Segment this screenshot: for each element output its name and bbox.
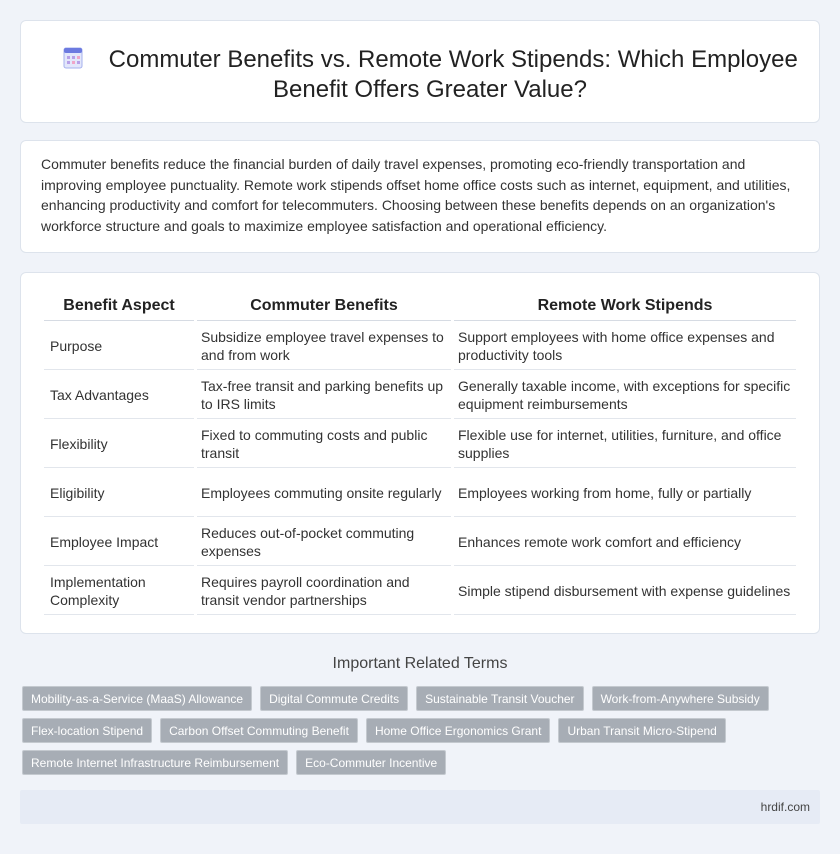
row-remote: Enhances remote work comfort and efficiency <box>454 517 796 566</box>
header-benefit-aspect: Benefit Aspect <box>44 295 194 321</box>
term-tag[interactable]: Flex-location Stipend <box>22 718 152 743</box>
table-row <box>44 468 796 517</box>
row-aspect: Eligibility <box>44 468 194 517</box>
row-remote: Employees working from home, fully or partially <box>454 468 796 517</box>
row-aspect: Tax Advantages <box>44 370 194 419</box>
table-row <box>44 419 796 468</box>
term-tag[interactable]: Home Office Ergonomics Grant <box>366 718 551 743</box>
title-card <box>20 20 820 123</box>
table-row <box>44 517 796 566</box>
row-remote: Generally taxable income, with exceptions for specific equipment reimbursements <box>454 370 796 419</box>
row-commuter: Subsidize employee travel expenses to and from work <box>197 321 451 370</box>
term-tag[interactable]: Remote Internet Infrastructure Reimbursement <box>22 750 288 775</box>
term-tag[interactable]: Mobility-as-a-Service (MaaS) Allowance <box>22 686 252 711</box>
document-icon <box>62 46 84 70</box>
related-terms-heading: Important Related Terms <box>332 655 508 672</box>
row-aspect: Purpose <box>44 321 194 370</box>
term-tag[interactable]: Digital Commute Credits <box>260 686 408 711</box>
row-remote: Simple stipend disbursement with expense guidelines <box>454 566 796 615</box>
term-tag[interactable]: Carbon Offset Commuting Benefit <box>160 718 358 743</box>
footer-site-link[interactable]: hrdif.com <box>760 800 810 814</box>
table-row <box>44 566 796 615</box>
row-commuter: Requires payroll coordination and transit vendor partnerships <box>197 566 451 615</box>
row-commuter: Reduces out-of-pocket commuting expenses <box>197 517 451 566</box>
intro-card <box>20 140 820 253</box>
header-remote-work-stipends: Remote Work Stipends <box>454 295 796 321</box>
term-tag[interactable]: Eco-Commuter Incentive <box>296 750 446 775</box>
row-commuter: Fixed to commuting costs and public transit <box>197 419 451 468</box>
row-aspect: Flexibility <box>44 419 194 468</box>
comparison-table <box>41 295 799 615</box>
comparison-table-card <box>20 272 820 634</box>
row-aspect: Implementation Complexity <box>44 566 194 615</box>
table-header-row <box>44 295 796 321</box>
row-aspect: Employee Impact <box>44 517 194 566</box>
row-remote: Support employees with home office expenses and productivity tools <box>454 321 796 370</box>
term-tag[interactable]: Work-from-Anywhere Subsidy <box>592 686 769 711</box>
row-commuter: Employees commuting onsite regularly <box>197 468 451 517</box>
intro-paragraph: Commuter benefits reduce the financial burden of daily travel expenses, promoting eco-friendly transportation and improving employee punctuality. Remote work stipends offset home office costs such as internet, equipment, and utilities, enhancing productivity and comfort for telecommuters. Choosing between these benefits depends on an organization's workforce structure and goals to maximize employee satisfaction and operational efficiency. <box>41 156 791 234</box>
page-title: Commuter Benefits vs. Remote Work Stipends: Which Employee Benefit Offers Greater Value? <box>108 46 798 103</box>
related-terms-list <box>22 686 822 782</box>
row-remote: Flexible use for internet, utilities, furniture, and office supplies <box>454 419 796 468</box>
table-row <box>44 370 796 419</box>
term-tag[interactable]: Urban Transit Micro-Stipend <box>558 718 725 743</box>
footer <box>20 790 820 824</box>
title-wrap <box>61 45 799 105</box>
term-tag[interactable]: Sustainable Transit Voucher <box>416 686 583 711</box>
header-commuter-benefits: Commuter Benefits <box>197 295 451 321</box>
row-commuter: Tax-free transit and parking benefits up to IRS limits <box>197 370 451 419</box>
table-row <box>44 321 796 370</box>
